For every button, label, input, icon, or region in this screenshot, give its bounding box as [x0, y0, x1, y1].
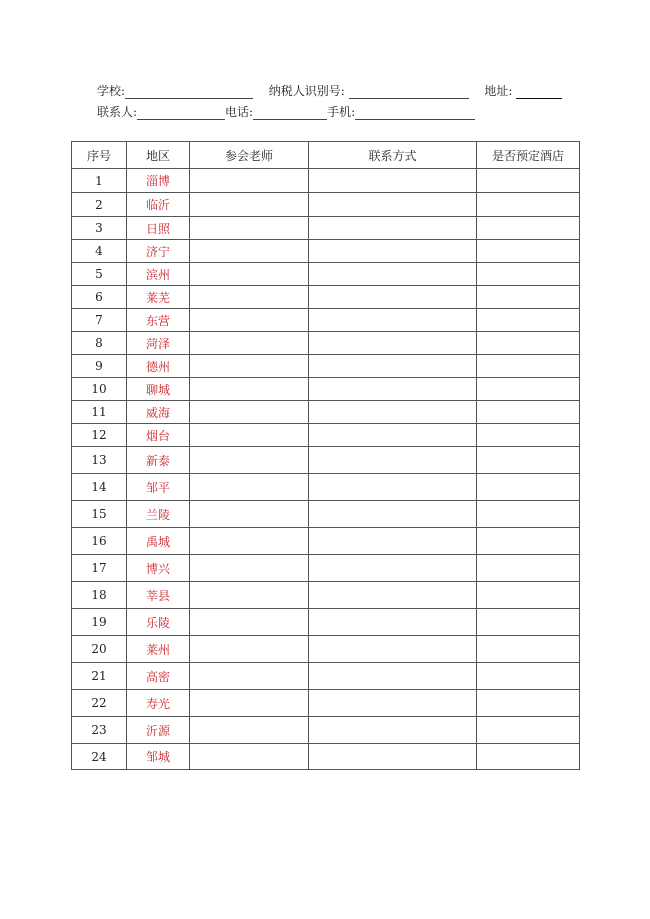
header-no: 序号 — [72, 142, 127, 169]
row-region: 济宁 — [127, 240, 190, 263]
table-row — [72, 528, 580, 555]
row-contact-cell[interactable] — [309, 424, 477, 447]
header-teacher: 参会老师 — [190, 142, 309, 169]
row-contact-cell[interactable] — [309, 582, 477, 609]
row-hotel-cell[interactable] — [477, 717, 580, 744]
row-no: 2 — [72, 193, 127, 217]
row-no: 10 — [72, 378, 127, 401]
address-field[interactable] — [516, 86, 562, 99]
school-label: 学校: — [97, 84, 126, 98]
row-teacher-cell[interactable] — [190, 474, 309, 501]
row-hotel-cell[interactable] — [477, 217, 580, 240]
table-row — [72, 447, 580, 474]
row-contact-cell[interactable] — [309, 609, 477, 636]
table-row — [72, 286, 580, 309]
school-field[interactable] — [125, 86, 253, 99]
table-row — [72, 690, 580, 717]
row-teacher-cell[interactable] — [190, 555, 309, 582]
form-line-contact — [97, 103, 475, 120]
row-no: 4 — [72, 240, 127, 263]
row-contact-cell[interactable] — [309, 332, 477, 355]
header-region: 地区 — [127, 142, 190, 169]
mobile-label: 手机: — [327, 105, 356, 119]
table-row — [72, 609, 580, 636]
row-contact-cell[interactable] — [309, 309, 477, 332]
row-teacher-cell[interactable] — [190, 582, 309, 609]
phone-label: 电话: — [225, 105, 254, 119]
row-teacher-cell[interactable] — [190, 401, 309, 424]
row-teacher-cell[interactable] — [190, 663, 309, 690]
registration-table — [71, 141, 580, 770]
row-no: 1 — [72, 169, 127, 193]
table-row — [72, 169, 580, 193]
phone-field[interactable] — [253, 107, 327, 120]
row-hotel-cell[interactable] — [477, 309, 580, 332]
row-teacher-cell[interactable] — [190, 717, 309, 744]
row-no: 18 — [72, 582, 127, 609]
row-contact-cell[interactable] — [309, 378, 477, 401]
row-teacher-cell[interactable] — [190, 217, 309, 240]
table-row — [72, 501, 580, 528]
table-row — [72, 193, 580, 217]
row-hotel-cell[interactable] — [477, 663, 580, 690]
row-hotel-cell[interactable] — [477, 690, 580, 717]
row-teacher-cell[interactable] — [190, 332, 309, 355]
row-contact-cell[interactable] — [309, 263, 477, 286]
row-hotel-cell[interactable] — [477, 193, 580, 217]
row-contact-cell[interactable] — [309, 501, 477, 528]
form-line-school — [97, 82, 562, 99]
table-row — [72, 378, 580, 401]
taxid-label: 纳税人识别号: — [268, 84, 345, 98]
table-row — [72, 217, 580, 240]
row-no: 5 — [72, 263, 127, 286]
mobile-field[interactable] — [355, 107, 475, 120]
row-hotel-cell[interactable] — [477, 332, 580, 355]
table-row — [72, 240, 580, 263]
table-row — [72, 401, 580, 424]
row-hotel-cell[interactable] — [477, 286, 580, 309]
row-contact-cell[interactable] — [309, 355, 477, 378]
table-row — [72, 474, 580, 501]
row-teacher-cell[interactable] — [190, 378, 309, 401]
table-header-row — [72, 142, 580, 169]
row-contact-cell[interactable] — [309, 217, 477, 240]
contact-label: 联系人: — [97, 105, 138, 119]
contact-field[interactable] — [137, 107, 225, 120]
row-no: 13 — [72, 447, 127, 474]
table-row — [72, 424, 580, 447]
row-no: 6 — [72, 286, 127, 309]
row-no: 12 — [72, 424, 127, 447]
row-teacher-cell[interactable] — [190, 240, 309, 263]
row-no: 14 — [72, 474, 127, 501]
row-region: 德州 — [127, 355, 190, 378]
table-row — [72, 663, 580, 690]
row-teacher-cell[interactable] — [190, 355, 309, 378]
taxid-field[interactable] — [349, 86, 469, 99]
row-region: 寿光 — [127, 690, 190, 717]
row-region: 博兴 — [127, 555, 190, 582]
row-region: 聊城 — [127, 378, 190, 401]
row-region: 滨州 — [127, 263, 190, 286]
row-teacher-cell[interactable] — [190, 193, 309, 217]
row-contact-cell[interactable] — [309, 744, 477, 770]
row-hotel-cell[interactable] — [477, 501, 580, 528]
row-hotel-cell[interactable] — [477, 424, 580, 447]
row-hotel-cell[interactable] — [477, 263, 580, 286]
row-teacher-cell[interactable] — [190, 528, 309, 555]
address-label: 地址: — [484, 84, 513, 98]
row-no: 20 — [72, 636, 127, 663]
row-hotel-cell[interactable] — [477, 240, 580, 263]
row-contact-cell[interactable] — [309, 663, 477, 690]
row-hotel-cell[interactable] — [477, 378, 580, 401]
row-contact-cell[interactable] — [309, 717, 477, 744]
row-contact-cell[interactable] — [309, 555, 477, 582]
table-row — [72, 717, 580, 744]
row-no: 15 — [72, 501, 127, 528]
row-contact-cell[interactable] — [309, 401, 477, 424]
row-contact-cell[interactable] — [309, 240, 477, 263]
row-region: 莱芜 — [127, 286, 190, 309]
row-hotel-cell[interactable] — [477, 355, 580, 378]
row-no: 21 — [72, 663, 127, 690]
row-contact-cell[interactable] — [309, 474, 477, 501]
row-no: 22 — [72, 690, 127, 717]
row-region: 邹平 — [127, 474, 190, 501]
row-teacher-cell[interactable] — [190, 286, 309, 309]
row-region: 东营 — [127, 309, 190, 332]
header-hotel: 是否预定酒店 — [477, 142, 580, 169]
row-region: 乐陵 — [127, 609, 190, 636]
row-hotel-cell[interactable] — [477, 609, 580, 636]
row-contact-cell[interactable] — [309, 193, 477, 217]
row-region: 莘县 — [127, 582, 190, 609]
row-hotel-cell[interactable] — [477, 555, 580, 582]
row-no: 16 — [72, 528, 127, 555]
row-no: 8 — [72, 332, 127, 355]
row-contact-cell[interactable] — [309, 636, 477, 663]
row-no: 9 — [72, 355, 127, 378]
row-region: 淄博 — [127, 169, 190, 193]
row-contact-cell[interactable] — [309, 690, 477, 717]
row-hotel-cell[interactable] — [477, 447, 580, 474]
row-region: 邹城 — [127, 744, 190, 770]
row-hotel-cell[interactable] — [477, 474, 580, 501]
row-hotel-cell[interactable] — [477, 582, 580, 609]
row-contact-cell[interactable] — [309, 169, 477, 193]
row-teacher-cell[interactable] — [190, 263, 309, 286]
row-region: 高密 — [127, 663, 190, 690]
row-teacher-cell[interactable] — [190, 744, 309, 770]
row-hotel-cell[interactable] — [477, 169, 580, 193]
table-body — [72, 169, 580, 770]
row-no: 24 — [72, 744, 127, 770]
table-row — [72, 744, 580, 770]
row-no: 23 — [72, 717, 127, 744]
row-region: 菏泽 — [127, 332, 190, 355]
row-region: 沂源 — [127, 717, 190, 744]
table-row — [72, 332, 580, 355]
row-no: 19 — [72, 609, 127, 636]
row-region: 烟台 — [127, 424, 190, 447]
row-teacher-cell[interactable] — [190, 609, 309, 636]
table-row — [72, 636, 580, 663]
row-no: 3 — [72, 217, 127, 240]
table-row — [72, 555, 580, 582]
row-contact-cell[interactable] — [309, 447, 477, 474]
row-hotel-cell[interactable] — [477, 636, 580, 663]
row-teacher-cell[interactable] — [190, 424, 309, 447]
table-row — [72, 355, 580, 378]
row-region: 临沂 — [127, 193, 190, 217]
row-region: 兰陵 — [127, 501, 190, 528]
row-region: 威海 — [127, 401, 190, 424]
row-teacher-cell[interactable] — [190, 309, 309, 332]
row-teacher-cell[interactable] — [190, 501, 309, 528]
header-contact: 联系方式 — [309, 142, 477, 169]
table-row — [72, 582, 580, 609]
row-teacher-cell[interactable] — [190, 169, 309, 193]
row-teacher-cell[interactable] — [190, 636, 309, 663]
row-region: 日照 — [127, 217, 190, 240]
row-no: 17 — [72, 555, 127, 582]
row-region: 禹城 — [127, 528, 190, 555]
row-contact-cell[interactable] — [309, 286, 477, 309]
row-region: 新泰 — [127, 447, 190, 474]
row-teacher-cell[interactable] — [190, 690, 309, 717]
row-no: 7 — [72, 309, 127, 332]
row-region: 莱州 — [127, 636, 190, 663]
table-row — [72, 309, 580, 332]
row-hotel-cell[interactable] — [477, 401, 580, 424]
row-no: 11 — [72, 401, 127, 424]
row-contact-cell[interactable] — [309, 528, 477, 555]
row-teacher-cell[interactable] — [190, 447, 309, 474]
row-hotel-cell[interactable] — [477, 528, 580, 555]
row-hotel-cell[interactable] — [477, 744, 580, 770]
table-row — [72, 263, 580, 286]
